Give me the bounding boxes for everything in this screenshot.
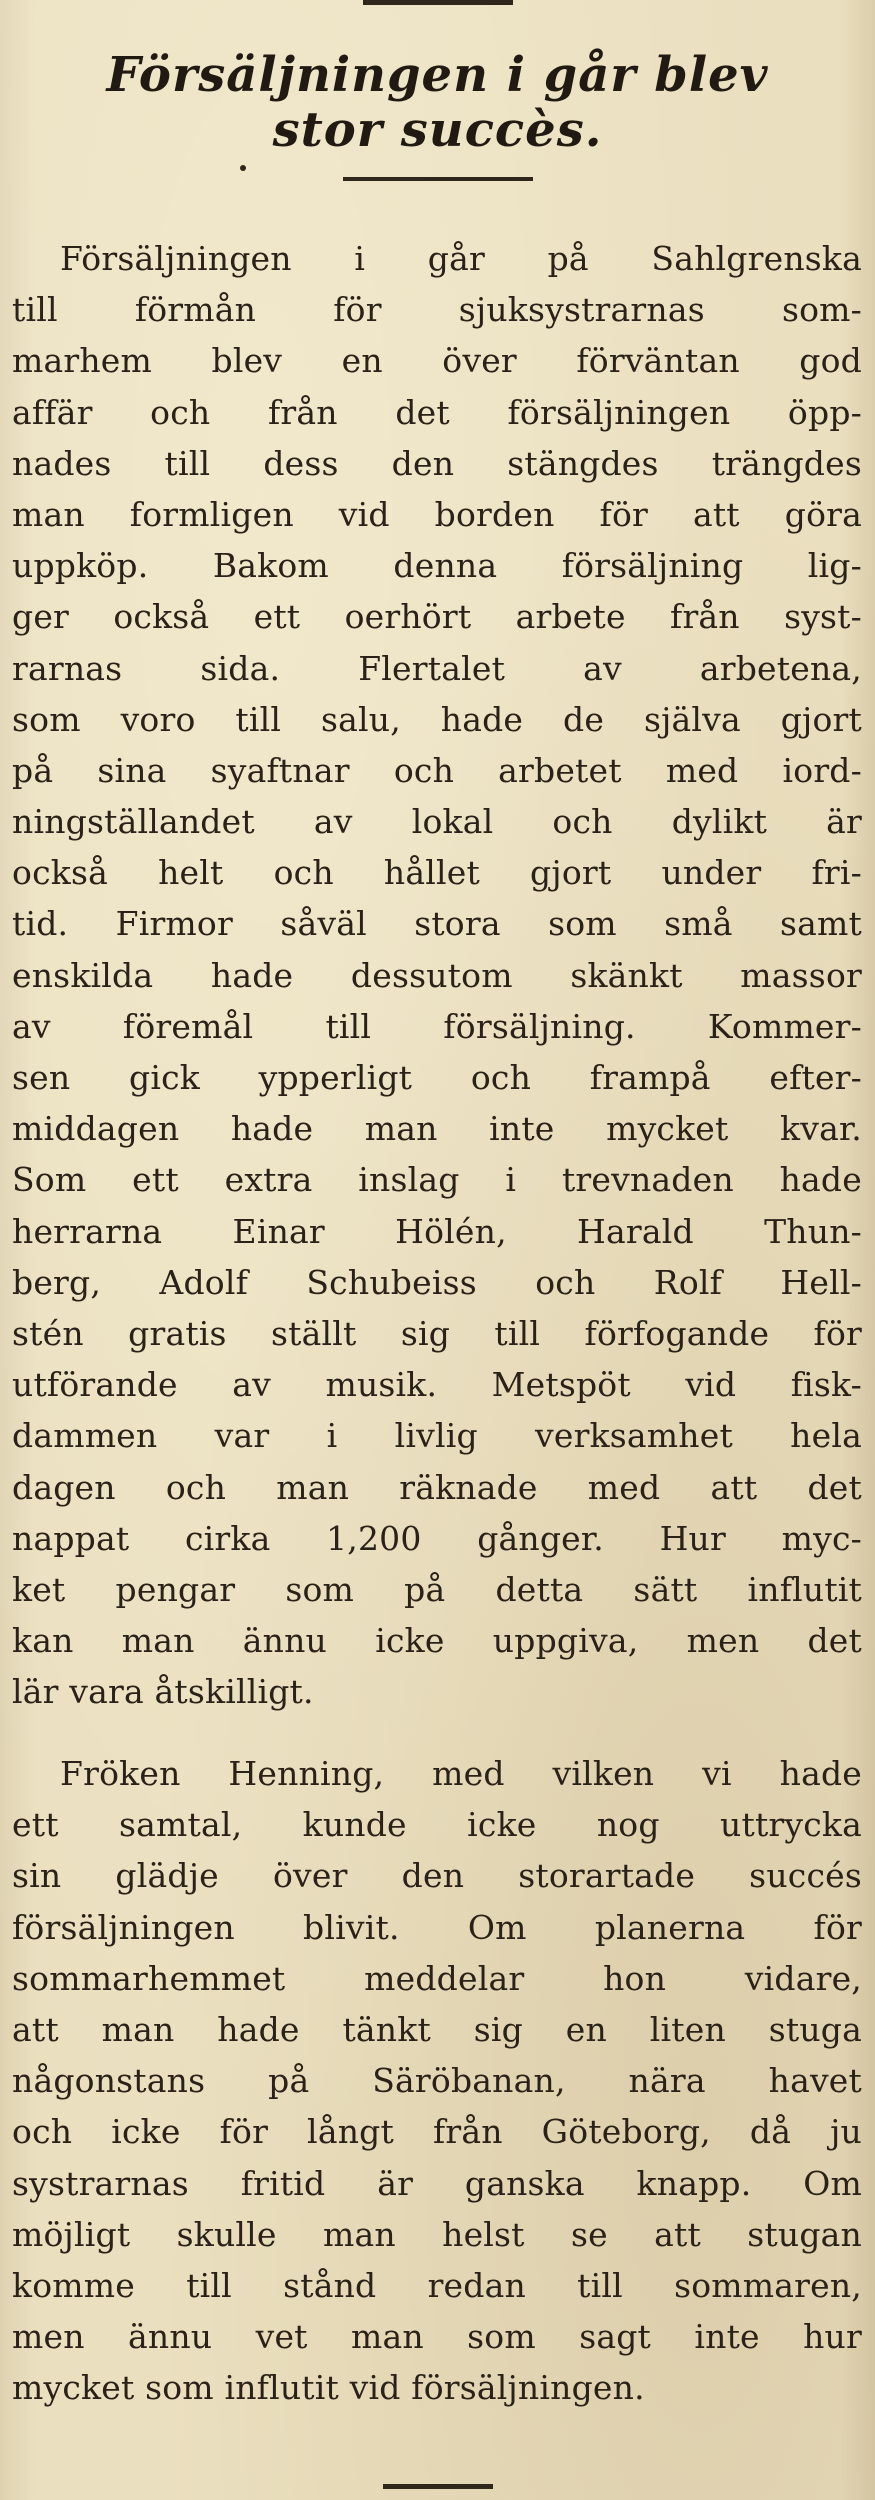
article-text-line: ket pengar som på detta sätt influtit [12,1569,862,1609]
article-text-line: enskilda hade dessutom skänkt massor [12,955,862,995]
article-text-line: och icke för långt från Göteborg, då ju [12,2112,862,2152]
article-text-line: marhem blev en över förväntan god [12,341,862,381]
headline-line: stor succès. [272,102,603,158]
top-rule [363,0,513,5]
article-text-line: också helt och hållet gjort under fri- [12,853,862,893]
article-text-line: på sina syaftnar och arbetet med iord- [12,750,862,790]
ink-speck [240,165,246,171]
article-text-line: ger också ett oerhört arbete från syst- [12,597,862,637]
article-text-line: herrarna Einar Hölén, Harald Thun- [12,1211,862,1251]
article-text-line: berg, Adolf Schubeiss och Rolf Hell- [12,1262,862,1302]
article-text-line: systrarnas fritid är ganska knapp. Om [12,2163,862,2203]
article-text-line: möjligt skulle man helst se att stugan [12,2214,862,2254]
article-text-line: Försäljningen i går på Sahlgrenska [60,239,862,278]
article-text-line: som voro till salu, hade de själva gjort [12,699,862,739]
headline-divider [343,177,533,181]
article-text-line: nades till dess den stängdes trängdes [12,443,862,483]
headline-line: Försäljningen i går blev [106,47,769,103]
bottom-rule [383,2484,493,2489]
article-text-line: rarnas sida. Flertalet av arbetena, [12,648,862,688]
article-text-line: affär och från det försäljningen öpp- [12,392,862,432]
article-text-line: försäljningen blivit. Om planerna för [12,1907,862,1947]
article-text-line: mycket som influtit vid försäljningen. [12,2368,645,2408]
article-text-line: stén gratis ställt sig till förfogande för [12,1313,862,1353]
article-text-line: lär vara åtskilligt. [12,1672,314,1712]
article-text-line: till förmån för sjuksystrarnas som- [12,290,862,330]
article-text-line: kan man ännu icke uppgiva, men det [12,1621,862,1661]
article-text-line: komme till stånd redan till sommaren, [12,2265,862,2305]
article-text-line: dagen och man räknade med att det [12,1467,862,1507]
article-text-line: man formligen vid borden för att göra [12,494,862,534]
article-text-line: sommarhemmet meddelar hon vidare, [12,1958,862,1998]
article-text-line: sen gick ypperligt och frampå efter- [12,1058,862,1097]
paragraph-2 [12,1748,862,2413]
article-headline [20,48,855,158]
article-text-line: Som ett extra inslag i trevnaden hade [12,1160,862,1200]
article-text-line: ett samtal, kunde icke nog uttrycka [12,1805,862,1845]
article-text-line: men ännu vet man som sagt inte hur [12,2317,862,2357]
article-text-line: av föremål till försäljning. Kommer- [12,1006,862,1046]
article-text-line: ningställandet av lokal och dylikt är [12,802,862,842]
article-text-line: uppköp. Bakom denna försäljning lig- [12,546,862,586]
article-text-line: någonstans på Säröbanan, nära havet [12,2061,862,2101]
paragraph-1 [12,233,862,1717]
article-text-line: utförande av musik. Metspöt vid fisk- [12,1365,862,1405]
article-text-line: sin glädje över den storartade succés [12,1856,862,1896]
article-text-line: middagen hade man inte mycket kvar. [12,1109,862,1149]
article-text-line: Fröken Henning, med vilken vi hade [60,1754,862,1793]
article-text-line: nappat cirka 1,200 gånger. Hur myc- [12,1518,862,1558]
article-text-line: tid. Firmor såväl stora som små samt [12,904,862,944]
article-text-line: att man hade tänkt sig en liten stuga [12,2009,862,2049]
article-text-line: dammen var i livlig verksamhet hela [12,1416,862,1456]
